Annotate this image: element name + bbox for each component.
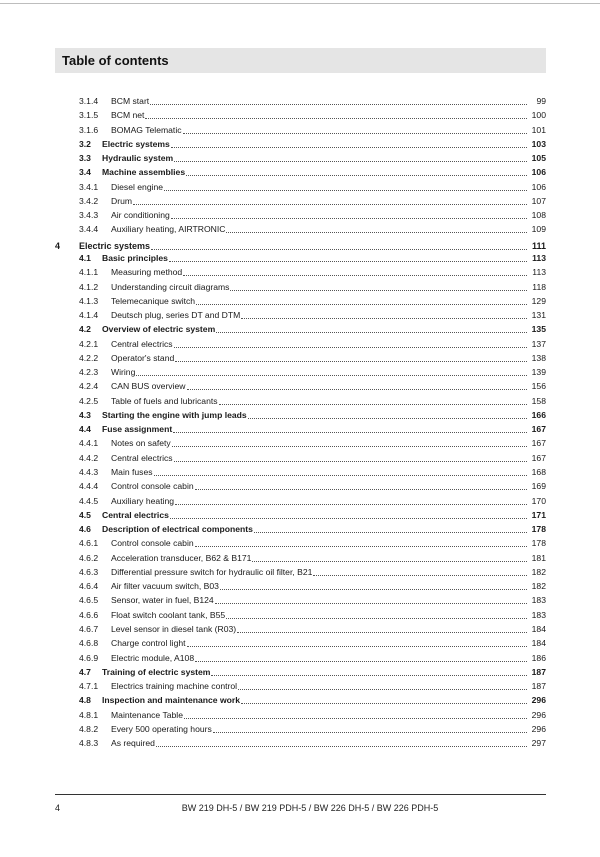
toc-dot-leader <box>187 645 527 647</box>
toc-entry[interactable] <box>0 652 600 665</box>
toc-entry-page: 113 <box>532 252 546 263</box>
toc-dot-leader <box>252 560 527 562</box>
toc-entry-title: Auxiliary heating <box>111 495 175 506</box>
toc-entry-number: 4.4.2 <box>79 452 99 463</box>
toc-entry-title: As required <box>111 738 155 749</box>
toc-entry-number: 3.4.1 <box>79 181 99 192</box>
toc-entry[interactable] <box>0 252 600 265</box>
toc-dot-leader <box>174 346 527 348</box>
toc-dot-leader <box>196 303 527 305</box>
toc-entry-title: Fuse assignment <box>102 424 173 435</box>
toc-entry[interactable] <box>0 580 600 593</box>
toc-entry-page: 167 <box>531 452 546 463</box>
toc-dot-leader <box>254 531 527 533</box>
toc-entry-page: 184 <box>531 623 546 634</box>
toc-entry-page: 167 <box>531 438 546 449</box>
toc-entry-title: Hydraulic system <box>102 153 174 164</box>
toc-dot-leader <box>174 460 527 462</box>
toc-entry-title: Auxiliary heating, AIRTRONIC <box>111 224 226 235</box>
toc-entry[interactable] <box>0 395 600 408</box>
toc-dot-leader <box>238 688 527 690</box>
toc-dot-leader <box>213 731 527 733</box>
toc-entry-title: BOMAG Telematic <box>111 124 182 135</box>
footer-page-number: 4 <box>55 803 61 813</box>
toc-entry-number: 4.4.5 <box>79 495 99 506</box>
toc-entry[interactable] <box>0 509 600 522</box>
toc-entry-number: 3.4.2 <box>79 195 99 206</box>
toc-entry[interactable] <box>0 309 600 322</box>
toc-entry[interactable] <box>0 694 600 707</box>
toc-entry-page: 131 <box>531 310 546 321</box>
toc-entry[interactable] <box>0 152 600 165</box>
toc-entry-page: 297 <box>531 738 546 749</box>
toc-entry-number: 4.1.3 <box>79 295 99 306</box>
toc-entry-page: 187 <box>531 681 546 692</box>
toc-entry[interactable] <box>0 637 600 650</box>
toc-dot-leader <box>154 474 527 476</box>
toc-dot-leader <box>230 289 527 291</box>
toc-entry-title: Level sensor in diesel tank (R03) <box>111 623 237 634</box>
toc-entry[interactable] <box>0 166 600 179</box>
toc-entry[interactable] <box>0 338 600 351</box>
toc-entry-number: 4.7 <box>79 666 91 677</box>
toc-entry-page: 99 <box>536 96 546 106</box>
toc-dot-leader <box>219 403 527 405</box>
toc-entry-title: Inspection and maintenance work <box>102 695 241 706</box>
toc-dot-leader <box>195 488 527 490</box>
toc-dot-leader <box>237 631 527 633</box>
toc-entry-page: 158 <box>531 395 546 406</box>
toc-entry-page: 171 <box>531 509 546 520</box>
toc-dot-leader <box>195 545 527 547</box>
toc-entry-number: 4.6.9 <box>79 652 99 663</box>
toc-entry[interactable] <box>0 195 600 208</box>
toc-entry-title: Measuring method <box>111 267 183 278</box>
toc-entry-number: 4.6.2 <box>79 552 99 563</box>
toc-entry-page: 103 <box>531 138 546 149</box>
toc-dot-leader <box>133 203 527 205</box>
toc-entry-page: 129 <box>531 295 546 306</box>
toc-entry-number: 4.1.2 <box>79 281 99 292</box>
toc-entry-number: 4.6.8 <box>79 638 99 649</box>
toc-dot-leader <box>248 417 527 419</box>
toc-entry-title: BCM start <box>111 96 150 106</box>
toc-dot-leader <box>186 174 527 176</box>
toc-entry-title: Telemecanique switch <box>111 295 196 306</box>
toc-entry-title: Air filter vacuum switch, B03 <box>111 581 219 592</box>
toc-entry-title: Basic principles <box>102 252 168 263</box>
toc-entry-number: 4.6.5 <box>79 595 99 606</box>
toc-entry[interactable] <box>0 109 600 122</box>
toc-entry-title: Maintenance Table <box>111 709 183 720</box>
toc-entry[interactable] <box>0 709 600 722</box>
toc-entry-title: Electrics training machine control <box>111 681 238 692</box>
toc-entry-number: 4.4.1 <box>79 438 99 449</box>
toc-dot-leader <box>241 702 527 704</box>
toc-entry-number: 4.8.2 <box>79 723 99 734</box>
toc-entry-number: 4.8.3 <box>79 738 99 749</box>
toc-entry-title: Machine assemblies <box>102 167 186 178</box>
toc-entry[interactable] <box>0 181 600 194</box>
toc-entry-number: 4.2.3 <box>79 367 99 378</box>
toc-entry-number: 3.3 <box>79 153 91 164</box>
toc-entry-page: 182 <box>531 566 546 577</box>
toc-entry[interactable] <box>0 609 600 622</box>
toc-entry-page: 118 <box>532 281 546 292</box>
toc-entry-page: 101 <box>531 124 546 135</box>
footer-rule <box>55 794 546 795</box>
toc-entry-title: Drum <box>111 195 133 206</box>
toc-entry-title: Starting the engine with jump leads <box>102 409 247 420</box>
toc-entry-number: 4.1 <box>79 252 91 263</box>
toc-entry[interactable] <box>0 352 600 365</box>
toc-entry-number: 4.5 <box>79 509 91 520</box>
toc-dot-leader <box>175 360 527 362</box>
toc-dot-leader <box>187 388 527 390</box>
toc-entry-number: 4.7.1 <box>79 681 99 692</box>
toc-entry-page: 186 <box>531 652 546 663</box>
toc-entry-number: 4.4.4 <box>79 481 99 492</box>
toc-dot-leader <box>241 317 527 319</box>
toc-entry-number: 4 <box>55 240 61 251</box>
toc-entry-title: Table of fuels and lubricants <box>111 395 218 406</box>
toc-entry-title: Deutsch plug, series DT and DTM <box>111 310 241 321</box>
toc-dot-leader <box>215 602 527 604</box>
toc-entry-number: 4.2.5 <box>79 395 99 406</box>
toc-dot-leader <box>156 745 527 747</box>
toc-entry[interactable] <box>0 723 600 736</box>
toc-entry[interactable] <box>0 281 600 294</box>
toc-entry-title: Control console cabin <box>111 538 194 549</box>
toc-entry-number: 4.2.2 <box>79 352 99 363</box>
toc-entry-page: 138 <box>531 352 546 363</box>
toc-dot-leader <box>183 274 527 276</box>
toc-dot-leader <box>220 588 527 590</box>
toc-entry-title: Diesel engine <box>111 181 164 192</box>
toc-entry-title: Every 500 operating hours <box>111 723 212 734</box>
toc-entry-title: Electric systems <box>102 138 170 149</box>
toc-entry[interactable] <box>0 437 600 450</box>
toc-entry-page: 108 <box>531 210 546 221</box>
toc-entry[interactable] <box>0 666 600 679</box>
toc-entry-page: 183 <box>531 609 546 620</box>
toc-entry-number: 3.1.6 <box>79 124 99 135</box>
toc-entry-page: 170 <box>531 495 546 506</box>
toc-dot-leader <box>150 103 527 105</box>
toc-entry-title: Main fuses <box>111 467 153 478</box>
toc-entry-number: 4.6.4 <box>79 581 99 592</box>
toc-dot-leader <box>151 248 527 250</box>
toc-entry-title: Electric systems <box>79 240 151 251</box>
toc-entry[interactable] <box>0 537 600 550</box>
toc-entry-title: CAN BUS overview <box>111 381 186 392</box>
toc-entry-title: Description of electrical components <box>102 524 253 535</box>
toc-entry-title: Differential pressure switch for hydraulic oil filter, B21 <box>111 566 313 577</box>
toc-dot-leader <box>226 617 527 619</box>
toc-dot-leader <box>164 189 527 191</box>
toc-dot-leader <box>145 117 527 119</box>
toc-entry[interactable] <box>0 480 600 493</box>
toc-entry-title: Operator's stand <box>111 352 175 363</box>
toc-entry-page: 106 <box>531 181 546 192</box>
page-title: Table of contents <box>62 53 169 68</box>
toc-entry[interactable] <box>0 124 600 137</box>
toc-entry-title: Overview of electric system <box>102 324 216 335</box>
toc-entry[interactable] <box>0 623 600 636</box>
toc-entry-number: 4.2.4 <box>79 381 99 392</box>
toc-header-bar <box>55 48 546 73</box>
toc-entry[interactable] <box>0 495 600 508</box>
toc-entry[interactable] <box>0 240 600 253</box>
toc-entry-number: 4.6.7 <box>79 623 99 634</box>
toc-entry-page: 135 <box>531 324 546 335</box>
toc-entry-title: Notes on safety <box>111 438 171 449</box>
toc-entry-title: Training of electric system <box>102 666 211 677</box>
toc-entry-title: Sensor, water in fuel, B124 <box>111 595 214 606</box>
toc-dot-leader <box>171 146 527 148</box>
toc-dot-leader <box>313 574 527 576</box>
toc-entry-number: 4.8 <box>79 695 91 706</box>
toc-entry-number: 4.1.1 <box>79 267 99 278</box>
toc-entry[interactable] <box>0 266 600 279</box>
toc-entry-title: Central electrics <box>111 338 173 349</box>
toc-entry-page: 183 <box>531 595 546 606</box>
toc-entry[interactable] <box>0 323 600 336</box>
toc-entry[interactable] <box>0 594 600 607</box>
toc-entry-title: Float switch coolant tank, B55 <box>111 609 226 620</box>
toc-entry-page: 156 <box>531 381 546 392</box>
toc-entry[interactable] <box>0 409 600 422</box>
toc-entry-number: 4.1.4 <box>79 310 99 321</box>
toc-entry-number: 4.4.3 <box>79 467 99 478</box>
toc-dot-leader <box>184 717 527 719</box>
toc-entry-number: 4.8.1 <box>79 709 99 720</box>
toc-dot-leader <box>216 331 527 333</box>
toc-entry-title: Charge control light <box>111 638 186 649</box>
toc-entry-number: 3.2 <box>79 138 91 149</box>
toc-entry-page: 111 <box>531 240 546 251</box>
toc-entry-title: BCM net <box>111 110 145 121</box>
toc-entry-page: 184 <box>531 638 546 649</box>
toc-entry-number: 4.2 <box>79 324 91 335</box>
toc-entry-page: 109 <box>531 224 546 235</box>
toc-entry[interactable] <box>0 295 600 308</box>
toc-entry-number: 3.4 <box>79 167 91 178</box>
toc-entry-page: 106 <box>531 167 546 178</box>
toc-entry-page: 178 <box>531 524 546 535</box>
toc-entry-page: 100 <box>531 110 546 121</box>
toc-dot-leader <box>172 445 527 447</box>
toc-dot-leader <box>174 160 527 162</box>
toc-dot-leader <box>183 132 527 134</box>
toc-entry-number: 4.6 <box>79 524 91 535</box>
toc-entry-page: 168 <box>531 467 546 478</box>
toc-dot-leader <box>171 217 527 219</box>
toc-entry[interactable] <box>0 452 600 465</box>
toc-entry-page: 187 <box>531 666 546 677</box>
toc-entry[interactable] <box>0 95 600 108</box>
toc-dot-leader <box>169 260 527 262</box>
toc-entry-title: Electric module, A108 <box>111 652 195 663</box>
toc-dot-leader <box>175 503 527 505</box>
toc-entry-page: 178 <box>531 538 546 549</box>
toc-entry[interactable] <box>0 223 600 236</box>
toc-entry-title: Wiring <box>111 367 136 378</box>
toc-entry[interactable] <box>0 209 600 222</box>
toc-entry[interactable] <box>0 680 600 693</box>
toc-entry-number: 4.4 <box>79 424 91 435</box>
toc-entry[interactable] <box>0 466 600 479</box>
toc-entry-title: Central electrics <box>111 452 173 463</box>
toc-entry-number: 4.6.3 <box>79 566 99 577</box>
toc-dot-leader <box>173 431 527 433</box>
toc-entry-page: 105 <box>531 153 546 164</box>
toc-entry[interactable] <box>0 523 600 536</box>
toc-entry-page: 296 <box>531 695 546 706</box>
toc-entry-page: 167 <box>531 424 546 435</box>
toc-entry[interactable] <box>0 423 600 436</box>
toc-dot-leader <box>195 660 527 662</box>
toc-entry-page: 166 <box>531 409 546 420</box>
toc-entry-title: Control console cabin <box>111 481 194 492</box>
toc-entry[interactable] <box>0 366 600 379</box>
toc-entry-page: 139 <box>531 367 546 378</box>
top-rule <box>0 3 600 4</box>
toc-entry-number: 3.1.5 <box>79 110 99 121</box>
toc-entry[interactable] <box>0 380 600 393</box>
toc-dot-leader <box>136 374 527 376</box>
toc-entry-title: Acceleration transducer, B62 & B171 <box>111 552 252 563</box>
toc-entry-number: 3.1.4 <box>79 96 99 106</box>
toc-entry-page: 296 <box>531 709 546 720</box>
toc-entry-number: 4.2.1 <box>79 338 99 349</box>
toc-entry-page: 113 <box>532 267 546 278</box>
toc-entry-title: Central electrics <box>102 509 169 520</box>
toc-dot-leader <box>226 231 527 233</box>
toc-entry[interactable] <box>0 566 600 579</box>
toc-entry-page: 169 <box>531 481 546 492</box>
toc-entry-page: 137 <box>531 338 546 349</box>
toc-entry-page: 107 <box>531 195 546 206</box>
toc-entry[interactable] <box>0 552 600 565</box>
toc-entry-title: Air conditioning <box>111 210 170 221</box>
toc-entry-page: 182 <box>531 581 546 592</box>
footer-model-list: BW 219 DH-5 / BW 219 PDH-5 / BW 226 DH-5 / BW 226 PDH-5 <box>181 803 439 813</box>
toc-entry[interactable] <box>0 138 600 151</box>
toc-entry-page: 296 <box>531 723 546 734</box>
toc-entry-number: 3.4.4 <box>79 224 99 235</box>
toc-entry-page: 181 <box>531 552 546 563</box>
toc-entry-number: 4.6.1 <box>79 538 99 549</box>
toc-entry-number: 4.6.6 <box>79 609 99 620</box>
toc-entry-title: Understanding circuit diagrams <box>111 281 230 292</box>
toc-entry-number: 3.4.3 <box>79 210 99 221</box>
toc-dot-leader <box>211 674 527 676</box>
toc-entry-number: 4.3 <box>79 409 91 420</box>
toc-dot-leader <box>170 517 527 519</box>
toc-entry[interactable] <box>0 737 600 750</box>
